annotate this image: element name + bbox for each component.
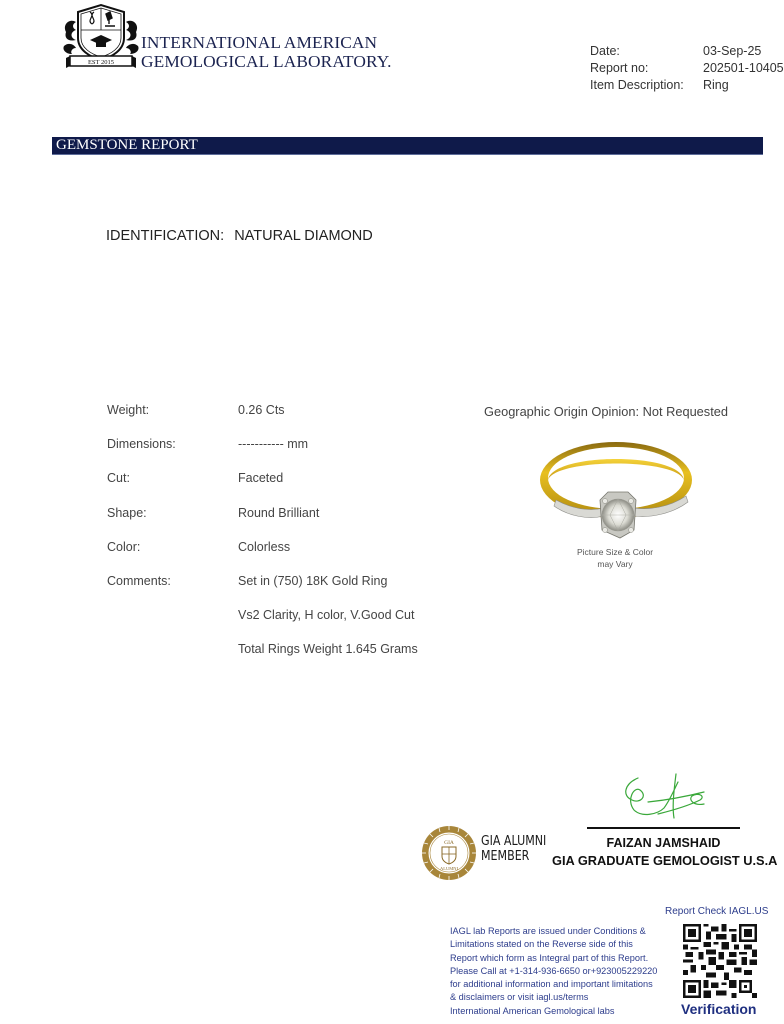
identification-value: NATURAL DIAMOND [234,228,373,244]
verification-caption: Verification [681,1001,757,1017]
disclaimer-line: IAGL lab Reports are issued under Conditions & [450,926,646,936]
report-title: GEMSTONE REPORT [56,137,198,153]
meta-value-date: 03-Sep-25 [703,44,762,58]
lab-name-line1: INTERNATIONAL AMERICAN [141,33,378,52]
detail-row-comments-3 [107,642,418,676]
disclaimer-line: & disclaimers or visit iagl.us/terms [450,992,589,1003]
detail-value: Total Rings Weight 1.645 Grams [238,642,418,657]
disclaimer-line: for additional information and important limitations [450,979,653,990]
detail-label: Weight: [107,403,150,417]
identification [106,228,373,244]
signature [618,770,708,825]
verification-qr-code[interactable] [683,924,757,998]
meta-row-report-no [590,60,784,77]
report-title-band [52,137,763,155]
detail-value: Set in (750) 18K Gold Ring [238,573,388,588]
detail-row-cut [107,471,418,505]
lab-name [141,33,392,71]
disclaimer-line: International American Gemological labs [450,1005,615,1016]
image-caption [560,546,670,570]
meta-row-item-description [590,77,784,94]
disclaimer-line: Report which form as Integral part of this Report. [450,952,649,963]
detail-label: Shape: [107,505,147,520]
details-table [107,403,418,677]
detail-value: ----------- mm [238,437,309,452]
detail-value: Colorless [238,539,291,554]
meta-label: Date: [590,44,620,58]
detail-label [107,642,238,676]
detail-label: Comments: [107,573,171,588]
meta-label: Report no: [590,61,649,75]
disclaimer [450,925,670,1018]
gia-seal-top-text: GIA [444,840,454,846]
detail-row-dimensions [107,437,418,471]
detail-row-color [107,540,418,574]
disclaimer-line: Please Call at +1-314-936-6650 or+923005229220 [450,965,658,976]
lab-name-line2: GEMOLOGICAL LABORATORY. [141,52,392,71]
detail-label: Dimensions: [107,437,176,452]
detail-value: Round Brilliant [238,505,320,520]
meta-value-report-no: 202501-10405 [703,61,784,75]
gia-alumni-label [481,834,546,864]
gia-alumni-line1: GIA ALUMNI [481,833,547,849]
meta-row-date [590,43,784,60]
signatory-name: FAIZAN JAMSHAID [606,836,721,850]
detail-value: Faceted [238,471,284,486]
detail-row-weight [107,403,418,437]
gia-seal-bottom-text: ALUMNI [440,866,458,871]
detail-label: Color: [107,539,141,554]
disclaimer-line: Limitations stated on the Reverse side of this [450,939,633,950]
gia-alumni-line2: MEMBER [481,848,530,864]
detail-label: Cut: [107,471,130,486]
detail-row-shape [107,506,418,540]
meta-label: Item Description: [590,78,684,92]
signatory-title: GIA GRADUATE GEMOLOGIST U.S.A [552,853,778,868]
detail-value: Vs2 Clarity, H color, V.Good Cut [238,608,415,623]
detail-value: 0.26 Cts [238,403,285,417]
image-caption-line2: may Vary [597,559,633,569]
identification-label: IDENTIFICATION: [106,228,225,244]
signature-line [587,827,740,829]
report-meta [590,43,784,94]
meta-value-item-description: Ring [703,78,729,92]
detail-row-comments [107,574,418,608]
lab-crest-logo [62,2,140,72]
detail-row-comments-2 [107,608,418,642]
image-caption-line1: Picture Size & Color [576,547,654,557]
gia-alumni-seal [421,825,477,881]
ring-image [538,438,698,543]
detail-label [107,608,238,642]
geographic-origin: Geographic Origin Opinion: Not Requested [484,404,728,419]
report-check-label: Report Check IAGL.US [665,906,769,917]
crest-banner-text: EST 2015 [87,59,115,66]
